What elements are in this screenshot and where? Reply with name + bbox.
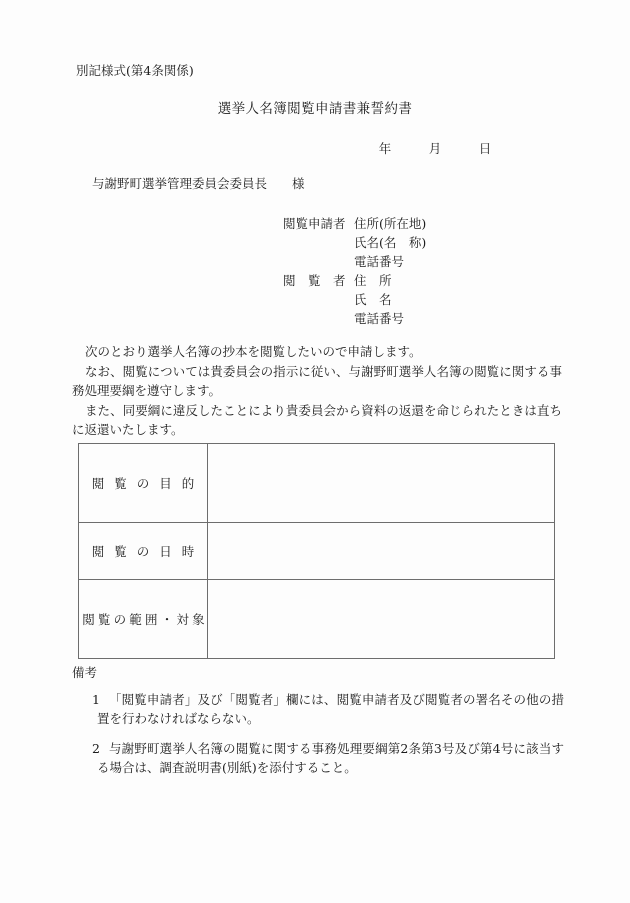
- list-item: [72, 690, 564, 729]
- body-paragraph-3: また、同要綱に違反したことにより貴委員会から資料の返還を命じられたときは直ちに返還いたします。: [72, 402, 562, 437]
- remark-text: 「閲覧申請者」及び「閲覧者」欄には、閲覧申請者及び閲覧者の署名その他の措置を行わなければならない。: [97, 691, 564, 726]
- applicant-row-name: [283, 233, 426, 252]
- row-label-scope-text: 閲覧の範囲・対象: [82, 612, 208, 627]
- row-label-purpose: [79, 444, 208, 523]
- viewer-row-address: [283, 271, 404, 290]
- applicant-row-phone: [283, 252, 426, 271]
- remarks-section: [72, 663, 564, 788]
- viewer-row-phone: [283, 309, 404, 328]
- list-item: [72, 739, 564, 778]
- row-value-scope[interactable]: [208, 580, 555, 659]
- row-label-datetime: [79, 523, 208, 580]
- viewer-phone-label: 電話番号: [354, 311, 405, 326]
- entry-table: [78, 443, 555, 659]
- row-value-datetime[interactable]: [208, 523, 555, 580]
- table-row: [79, 444, 555, 523]
- applicant-phone-label: 電話番号: [354, 254, 405, 269]
- table-row: [79, 523, 555, 580]
- body-paragraph-2: なお、閲覧については貴委員会の指示に従い、与謝野町選挙人名簿の閲覧に関する事務処理要綱を遵守します。: [72, 363, 562, 398]
- applicant-block: [283, 214, 426, 271]
- viewer-row-name: [283, 290, 404, 309]
- applicant-label: 閲覧申請者: [283, 216, 346, 231]
- page-title: 選挙人名簿閲覧申請書兼誓約書: [217, 101, 413, 117]
- viewer-label: 閲 覧 者: [283, 273, 346, 288]
- remark-text: 与謝野町選挙人名簿の閲覧に関する事務処理要綱第2条第3号及び第4号に該当する場合は、調査説明書(別紙)を添付すること。: [97, 740, 564, 775]
- row-label-purpose-text: 閲覧の目的: [91, 476, 205, 491]
- row-label-datetime-text: 閲覧の日時: [91, 544, 205, 559]
- applicant-address-label: 住所(所在地): [354, 216, 427, 231]
- viewer-block: [283, 271, 404, 328]
- row-label-scope: [79, 580, 208, 659]
- form-number: 別記様式(第4条関係): [76, 63, 194, 78]
- remarks-heading: 備考: [72, 665, 98, 680]
- remarks-list: [72, 690, 564, 778]
- body-paragraph-1: 次のとおり選挙人名簿の抄本を閲覧したいので申請します。: [85, 344, 422, 359]
- viewer-name-label: 氏 名: [354, 292, 392, 307]
- remark-number: 1: [92, 691, 100, 707]
- applicant-row-address: [283, 214, 426, 233]
- addressee-line: 与謝野町選挙管理委員会委員長 様: [92, 176, 305, 191]
- table-row: [79, 580, 555, 659]
- remark-number: 2: [92, 740, 100, 756]
- date-line: 年 月 日: [378, 141, 492, 156]
- viewer-address-label: 住 所: [354, 273, 392, 288]
- body-text: [72, 342, 562, 440]
- row-value-purpose[interactable]: [208, 444, 555, 523]
- applicant-name-label: 氏名(名 称): [354, 235, 427, 250]
